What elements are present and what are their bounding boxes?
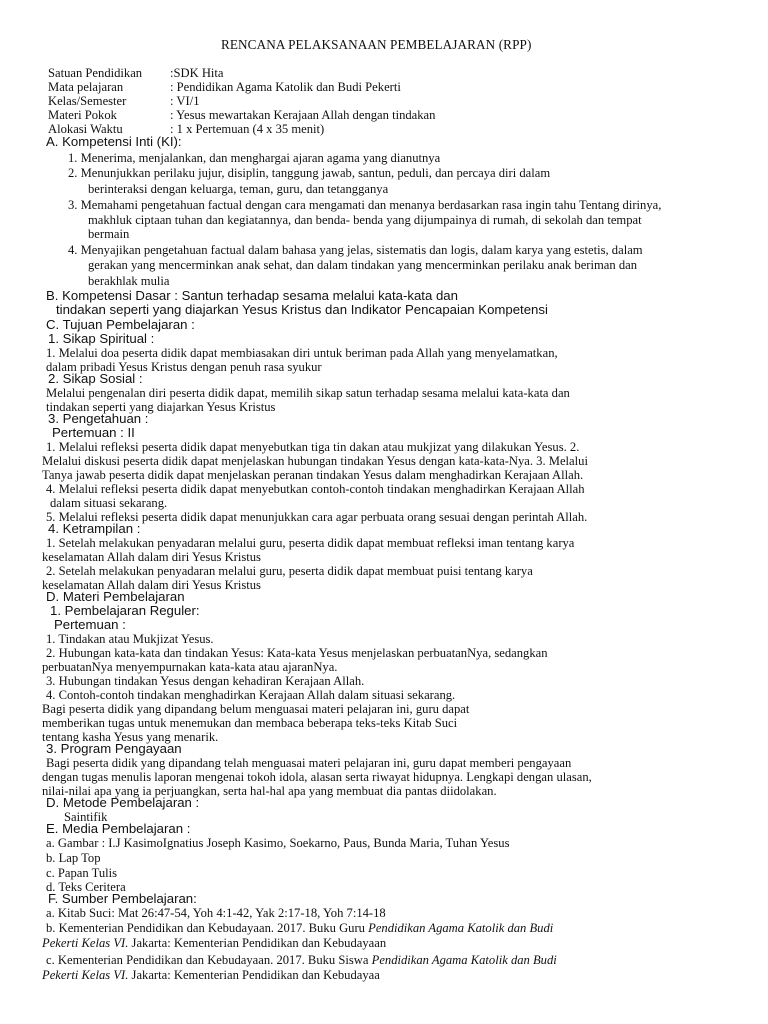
reference-text: b. Kementerian Pendidikan dan Kebudayaan. 2017. Buku Guru xyxy=(46,921,369,935)
book-title: Pekerti Kelas VI. xyxy=(42,968,129,982)
identity-label: Satuan Pendidikan xyxy=(48,66,143,80)
paragraph-line: nilai-nilai apa yang ia perjuangkan, serta hal-hal apa yang membuat dia pantas diidolakan. xyxy=(42,784,497,798)
paragraph-line: 3. Hubungan tindakan Yesus dengan kehadiran Kerajaan Allah. xyxy=(46,674,365,688)
ki-item-continued: berakhlak mulia xyxy=(88,274,170,288)
list-item: c. Papan Tulis xyxy=(46,866,118,880)
identity-label: Kelas/Semester xyxy=(48,94,127,108)
identity-value: : VI/1 xyxy=(170,94,200,108)
section-a-heading: A. Kompetensi Inti (KI): xyxy=(46,134,182,149)
pertemuan-label: Pertemuan : xyxy=(54,617,126,632)
reference-text: Jakarta: Kementerian Pendidikan dan Kebudayaan xyxy=(128,936,387,950)
reference-item xyxy=(46,921,553,935)
ki-item: 4. Menyajikan pengetahuan factual dalam bahasa yang jelas, sistematis dan logis, dalam karya yang estetis, dalam xyxy=(68,243,643,257)
paragraph-line: Tanya jawab peserta didik dapat menjelaskan peranan tindakan Yesus dalam menghadirkan Kerajaan Allah. xyxy=(42,468,584,482)
section-b-heading-continued: tindakan seperti yang diajarkan Yesus Kristus dan Indikator Pencapaian Kompetensi xyxy=(56,302,548,317)
section-d-metode-heading: D. Metode Pembelajaran : xyxy=(46,795,200,810)
reference-item: a. Kitab Suci: Mat 26:47-54, Yoh 4:1-42, Yak 2:17-18, Yoh 7:14-18 xyxy=(46,906,386,920)
paragraph-line: 1. Setelah melakukan penyadaran melalui guru, peserta didik dapat membuat refleksi iman tentang karya xyxy=(46,536,575,550)
subheading-sikap-sosial: 2. Sikap Sosial : xyxy=(48,371,143,386)
subheading-pembelajaran-reguler: 1. Pembelajaran Reguler: xyxy=(50,603,200,618)
paragraph-line: 1. Melalui doa peserta didik dapat membiasakan diri untuk beriman pada Allah yang menyelamatkan, xyxy=(46,346,558,360)
paragraph-line: Melalui pengenalan diri peserta didik dapat, memilih sikap satun terhadap sesama melalui kata-kata dan xyxy=(46,386,570,400)
paragraph-line: dengan tugas menulis laporan mengenai tokoh idola, alasan serta riwayat hidupnya. Lengkapi dengan ulasan, xyxy=(42,770,592,784)
reference-text: Jakarta: Kementerian Pendidikan dan Kebudayaa xyxy=(128,968,380,982)
subheading-pengetahuan: 3. Pengetahuan : xyxy=(48,411,149,426)
paragraph-line: memberikan tugas untuk menemukan dan membaca beberapa teks-teks Kitab Suci xyxy=(42,716,458,730)
document-title: RENCANA PELAKSANAAN PEMBELAJARAN (RPP) xyxy=(221,37,532,52)
paragraph-line: 1. Tindakan atau Mukjizat Yesus. xyxy=(46,632,214,646)
reference-text: c. Kementerian Pendidikan dan Kebudayaan. 2017. Buku Siswa xyxy=(46,953,372,967)
identity-value: : Yesus mewartakan Kerajaan Allah dengan tindakan xyxy=(170,108,436,122)
pertemuan-label: Pertemuan : II xyxy=(52,425,135,440)
reference-item-continued xyxy=(42,968,380,982)
paragraph-line: Bagi peserta didik yang dipandang telah menguasai materi pelajaran ini, guru dapat memberi pengayaan xyxy=(46,756,572,770)
paragraph-line: 4. Melalui refleksi peserta didik dapat menyebutkan contoh-contoh tindakan menghadirkan Kerajaan Allah xyxy=(46,482,585,496)
metode-value: Saintifik xyxy=(64,810,108,824)
section-f-heading: F. Sumber Pembelajaran: xyxy=(48,891,197,906)
paragraph-line: keselamatan Allah dalam diri Yesus Kristus xyxy=(42,578,261,592)
identity-label: Materi Pokok xyxy=(48,108,117,122)
ki-item-continued: bermain xyxy=(88,227,130,241)
book-title: Pendidikan Agama Katolik dan Budi xyxy=(368,921,554,935)
paragraph-line: dalam situasi sekarang. xyxy=(50,496,168,510)
ki-item-continued: gerakan yang mencerminkan anak sehat, dan dalam tindakan yang mencerminkan perilaku anak beriman dan xyxy=(88,258,638,272)
ki-item: 3. Memahami pengetahuan factual dengan cara mengamati dan menanya berdasarkan rasa ingin tahu Tentang dirinya, xyxy=(68,198,662,212)
section-d-heading: D. Materi Pembelajaran xyxy=(46,589,185,604)
section-e-heading: E. Media Pembelajaran : xyxy=(46,821,191,836)
section-b-heading: B. Kompetensi Dasar : Santun terhadap sesama melalui kata-kata dan xyxy=(46,288,458,303)
subheading-program-pengayaan: 3. Program Pengayaan xyxy=(46,741,182,756)
paragraph-line: dalam pribadi Yesus Kristus dengan penuh rasa syukur xyxy=(46,360,322,374)
paragraph-line: perbuatanNya menyempurnakan kata-kata atau ajaranNya. xyxy=(42,660,338,674)
ki-item-continued: makhluk ciptaan tuhan dan kegiatannya, dan benda- benda yang dijumpainya di rumah, di sekolah dan tempat xyxy=(88,213,642,227)
paragraph-line: 1. Melalui refleksi peserta didik dapat menyebutkan tiga tin dakan atau mukjizat yang dilakukan Yesus. 2. xyxy=(46,440,580,454)
paragraph-line: tentang kasha Yesus yang menarik. xyxy=(42,730,219,744)
identity-value: : Pendidikan Agama Katolik dan Budi Pekerti xyxy=(170,80,401,94)
identity-value: : 1 x Pertemuan (4 x 35 menit) xyxy=(170,122,325,136)
reference-item xyxy=(46,953,557,967)
list-item: d. Teks Ceritera xyxy=(46,880,126,894)
paragraph-line: 4. Contoh-contoh tindakan menghadirkan Kerajaan Allah dalam situasi sekarang. xyxy=(46,688,456,702)
paragraph-line: Bagi peserta didik yang dipandang belum menguasai materi pelajaran ini, guru dapat xyxy=(42,702,470,716)
identity-value: :SDK Hita xyxy=(170,66,224,80)
paragraph-line: 2. Hubungan kata-kata dan tindakan Yesus: Kata-kata Yesus menjelaskan perbuatanNya, sedangkan xyxy=(46,646,548,660)
reference-item-continued xyxy=(42,936,386,950)
section-c-heading: C. Tujuan Pembelajaran : xyxy=(46,317,195,332)
paragraph-line: keselamatan Allah dalam diri Yesus Kristus xyxy=(42,550,261,564)
paragraph-line: 2. Setelah melakukan penyadaran melalui guru, peserta didik dapat membuat puisi tentang karya xyxy=(46,564,533,578)
subheading-sikap-spiritual: 1. Sikap Spiritual : xyxy=(48,331,155,346)
ki-item: 2. Menunjukkan perilaku jujur, disiplin, tanggung jawab, santun, peduli, dan percaya diri dalam xyxy=(68,166,551,180)
paragraph-line: Melalui diskusi peserta didik dapat menjelaskan hubungan tindakan Yesus dengan kata-kata-Nya. 3. Melalui xyxy=(42,454,588,468)
book-title: Pendidikan Agama Katolik dan Budi xyxy=(371,953,557,967)
identity-label: Mata pelajaran xyxy=(48,80,124,94)
ki-item: 1. Menerima, menjalankan, dan menghargai ajaran agama yang dianutnya xyxy=(68,151,441,165)
ki-item-continued: berinteraksi dengan keluarga, teman, guru, dan tetangganya xyxy=(88,182,389,196)
book-title: Pekerti Kelas VI. xyxy=(42,936,129,950)
paragraph-line: tindakan seperti yang diajarkan Yesus Kristus xyxy=(46,400,276,414)
paragraph-line: 5. Melalui refleksi peserta didik dapat menunjukkan cara agar perbuata orang sesuai dengan perintah Allah. xyxy=(46,510,588,524)
identity-label: Alokasi Waktu xyxy=(48,122,123,136)
list-item: a. Gambar : I.J KasimoIgnatius Joseph Kasimo, Soekarno, Paus, Bunda Maria, Tuhan Yesus xyxy=(46,836,510,850)
list-item: b. Lap Top xyxy=(46,851,101,865)
subheading-ketrampilan: 4. Ketrampilan : xyxy=(48,521,141,536)
